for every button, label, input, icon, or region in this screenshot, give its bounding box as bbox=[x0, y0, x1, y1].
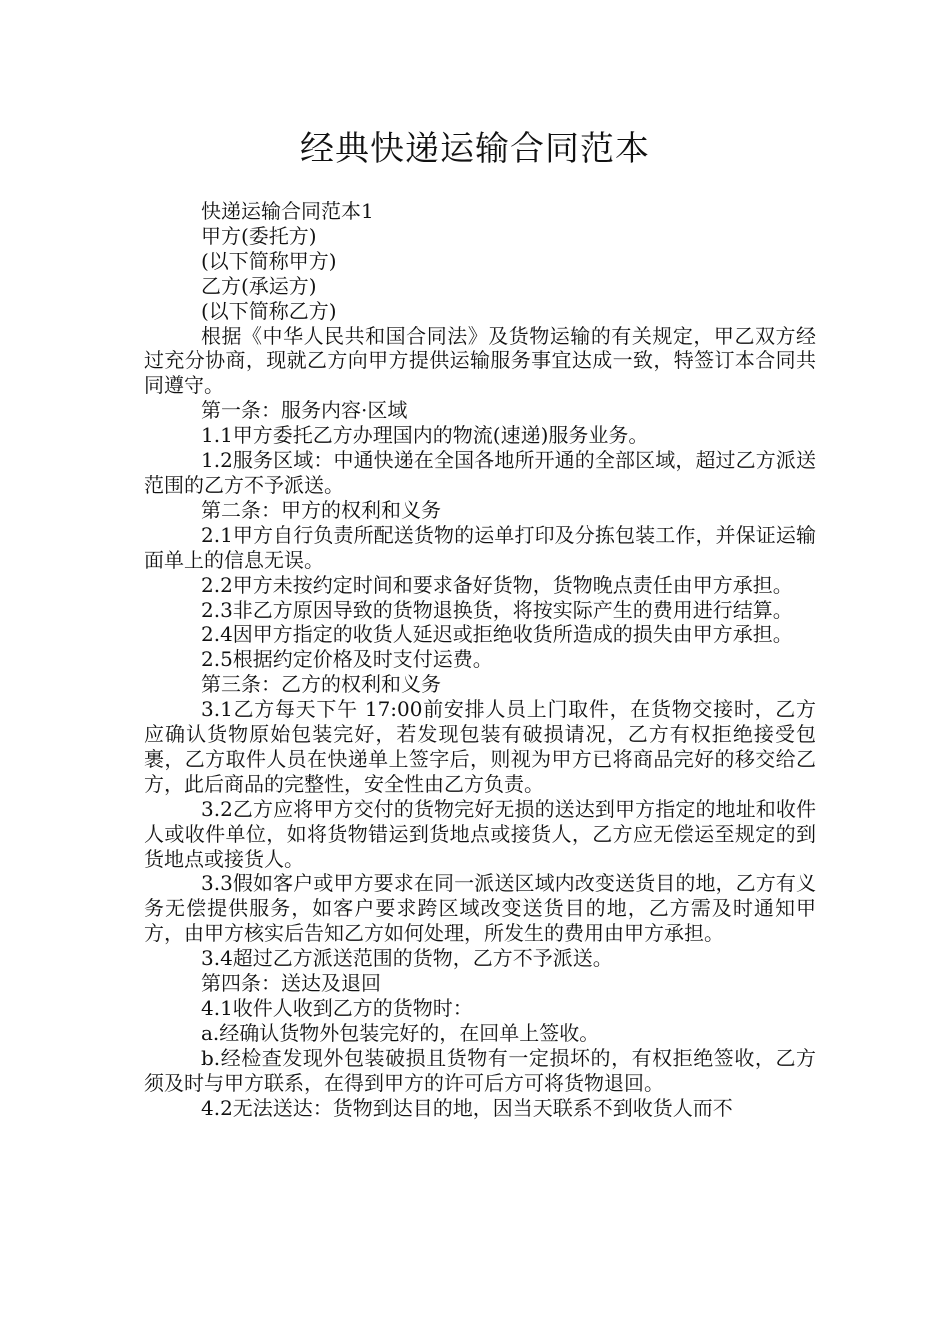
clause-3-2: 3.2乙方应将甲方交付的货物完好无损的送达到甲方指定的地址和收件人或收件单位，如将货物错运到货地点或接货人，乙方应无偿运至规定的到货地点或接货人。 bbox=[144, 796, 816, 871]
document-title: 经典快递运输合同范本 bbox=[300, 129, 650, 169]
clause-4-1-b: b.经检查发现外包装破损且货物有一定损坏的，有权拒绝签收，乙方须及时与甲方联系，在得到甲方的许可后方可将货物退回。 bbox=[144, 1045, 816, 1095]
clause-2-1: 2.1甲方自行负责所配送货物的运单打印及分拣包装工作，并保证运输面单上的信息无误。 bbox=[144, 522, 816, 572]
clause-4-1-a: a.经确认货物外包装完好的，在回单上签收。 bbox=[201, 1020, 600, 1045]
document-body bbox=[144, 199, 816, 1121]
party-b-note: (以下简称乙方) bbox=[201, 298, 337, 323]
section-heading-4: 第四条：送达及退回 bbox=[201, 971, 381, 996]
clause-3-4: 3.4超过乙方派送范围的货物，乙方不予派送。 bbox=[201, 946, 613, 971]
clause-3-1: 3.1乙方每天下午 17:00前安排人员上门取件，在货物交接时，乙方应确认货物原始包装完好，若发现包装有破损请况，乙方有权拒绝接受包裹，乙方取件人员在快递单上签字后，则视为甲方已将商品完好的移交给乙方，此后商品的完整性，安全性由乙方负责。 bbox=[144, 697, 816, 796]
clause-1-2: 1.2服务区域：中通快递在全国各地所开通的全部区域，超过乙方派送范围的乙方不予派送。 bbox=[144, 448, 816, 497]
clause-1-1: 1.1甲方委托乙方办理国内的物流(速递)服务业务。 bbox=[201, 423, 649, 448]
preamble-paragraph: 根据《中华人民共和国合同法》及货物运输的有关规定，甲乙双方经过充分协商，现就乙方向甲方提供运输服务事宜达成一致，特签订本合同共同遵守。 bbox=[144, 323, 816, 398]
party-b-line: 乙方(承运方) bbox=[201, 273, 317, 298]
party-a-note: (以下简称甲方) bbox=[201, 248, 337, 273]
clause-2-4: 2.4因甲方指定的收货人延迟或拒绝收货所造成的损失由甲方承担。 bbox=[201, 622, 793, 647]
section-heading-3: 第三条：乙方的权利和义务 bbox=[201, 672, 441, 697]
section-heading-2: 第二条：甲方的权利和义务 bbox=[201, 497, 441, 522]
subtitle-paragraph: 快递运输合同范本1 bbox=[201, 199, 374, 223]
clause-4-2: 4.2无法送达：货物到达目的地，因当天联系不到收货人而不 bbox=[201, 1095, 733, 1120]
party-a-line: 甲方(委托方) bbox=[201, 223, 317, 248]
section-heading-1: 第一条：服务内容·区域 bbox=[201, 398, 408, 423]
clause-2-5: 2.5根据约定价格及时支付运费。 bbox=[201, 647, 493, 672]
clause-3-3: 3.3假如客户或甲方要求在同一派送区域内改变送货目的地，乙方有义务无偿提供服务，如客户要求跨区域改变送货目的地，乙方需及时通知甲方，由甲方核实后告知乙方如何处理，所发生的费用由甲方承担。 bbox=[144, 871, 816, 946]
clause-4-1: 4.1收件人收到乙方的货物时： bbox=[201, 996, 473, 1020]
clause-2-2: 2.2甲方未按约定时间和要求备好货物，货物晚点责任由甲方承担。 bbox=[201, 572, 793, 597]
clause-2-3: 2.3非乙方原因导致的货物退换货，将按实际产生的费用进行结算。 bbox=[201, 597, 793, 622]
